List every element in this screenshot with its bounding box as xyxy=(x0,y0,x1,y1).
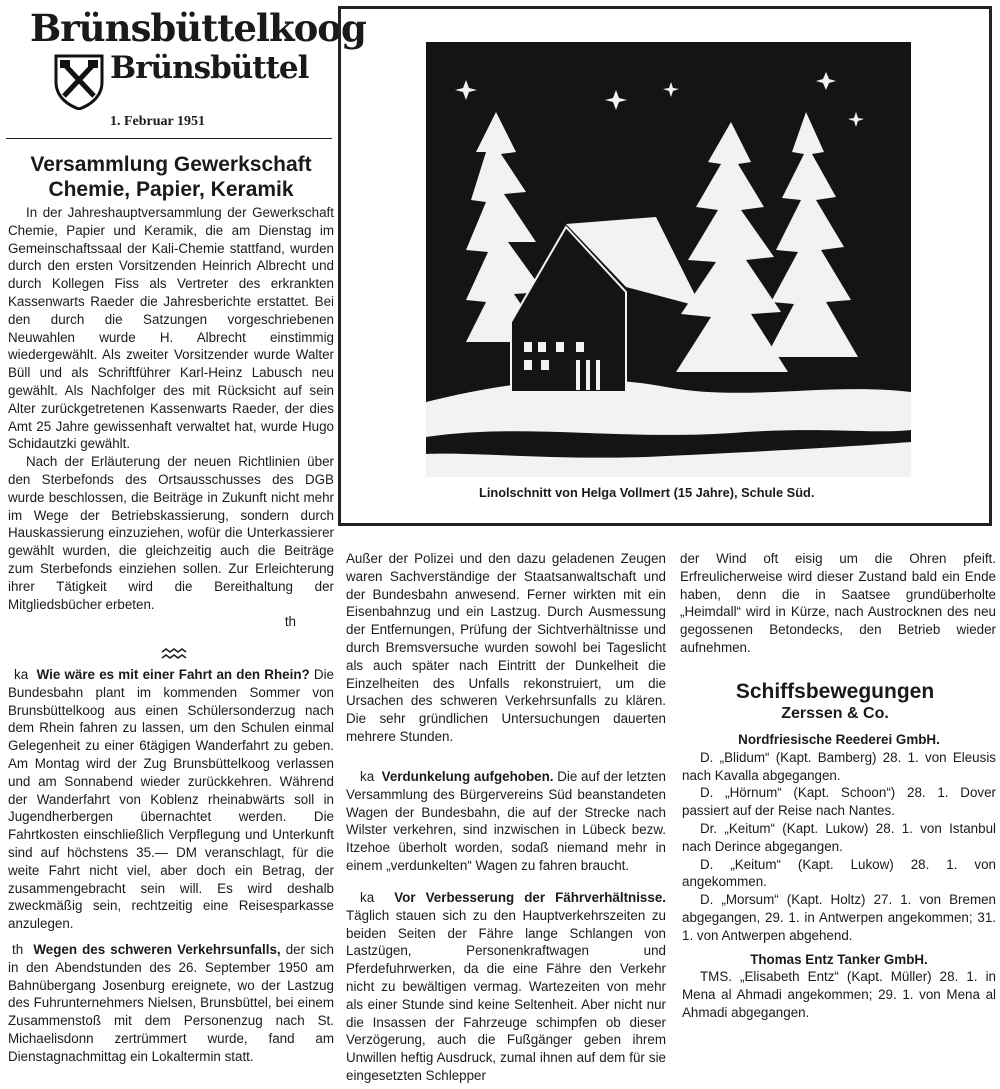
article-prefix: ka xyxy=(14,667,29,682)
paragraph: In der Jahreshauptversammlung der Gewerkschaft Chemie, Papier und Keramik, die am Dienstag im Gemeinschaftssaal der Kali-Chemie stattfand, wurden durch den ersten Vorsitzenden Heinrich Albrecht und durch Kollegen Fiss als Vertreter des erkrankten Kassenwarts Raeder die Jahresberichte erstattet. Bei den durch die Satzungen vorgeschriebenen Neuwahlen wurde H. Albrecht einstimmig wiedergewählt. Als zweiter Vorsitzender wurde Walter Büll und als Schriftführer Karl-Heinz Labusch neu gewählt. Als Nachfolger des mit Rücksicht auf sein Alter zurückgetretenen Kassenwarts Raeder, der dies Amt 25 Jahre gewissenhaft verwaltet hat, wurde Hugo Schidautzki gewählt. xyxy=(8,205,334,452)
ship-list xyxy=(682,731,996,1022)
linocut-frame xyxy=(338,6,992,526)
masthead-row xyxy=(50,50,310,110)
article-rhein: ka Wie wäre es mit einer Fahrt an den Rhein? Die Bundesbahn plant im kommenden Sommer von Brunsbüttelkoog aus einen Schülersonderzug nach dem Rhein fahren zu lassen, um den Schulen einmal Gelegenheit zu einer 6tägigen Wanderfahrt zu geben. Am Montag wird der Zug Brunsbüttelkoog verlassen und am Sonnabend wieder zurückkehren. Während der Wanderfahrt von Koblenz rheinabwärts soll in Jugendherbergen übernachtet werden. Die Fahrtkosten einschließlich Verpflegung und Unterkunft sind auf höchstens 35.— DM veranschlagt, für die weite Fahrt nicht viel, aber doch ein Betrag, der zusammengebracht sein will. Es wird deshalb zweckmäßig sein, rechtzeitig eine Reisesparkasse anzulegen. xyxy=(8,667,334,932)
article-gewerkschaft xyxy=(8,204,334,631)
issue-date: 1. Februar 1951 xyxy=(110,114,206,129)
article-faehre: ka Vor Verbesserung der Fährverhältnisse. Täglich stauen sich zu den Hauptverkehrszeiten zu beiden Seiten der Fähre lange Schlangen von Lastzügen, Personenkraftwagen und Pferdefuhrwerken, da die eine Fähre den Verkehr nicht zu bewältigen vermag. Wartezeiten von mehr als einer Stunde sind keine Seltenheit. Aber nicht nur die Insassen der Fahrzeuge schimpfen ob dieser Verzögerung, auch die Fußgänger geben ihrem Unwillen heftig Ausdruck, zumal ihnen auf dem für sie eingesetzten Schlepper xyxy=(346,890,666,1083)
article-lead: Wie wäre es mit einer Fahrt an den Rhein? xyxy=(36,667,310,682)
ship-entry: D. „Hörnum“ (Kapt. Schoon“) 28. 1. Dover passiert auf der Reise nach Nantes. xyxy=(682,785,996,819)
subheadline-zerssen: Zerssen & Co. xyxy=(781,705,889,722)
ship-entry: TMS. „Elisabeth Entz“ (Kapt. Müller) 28. 1. in Mena al Ahmadi angekommen; 29. 1. von Mena al Ahmadi abgegangen. xyxy=(682,969,996,1020)
ship-entry: D. „Morsum“ (Kapt. Holtz) 27. 1. von Bremen abgegangen, 29. 1. in Antwerpen angekommen; 31. 1. von Antwerpen abgehend. xyxy=(682,892,996,943)
article-verdunkelung: ka Verdunkelung aufgehoben. Die auf der letzten Versammlung des Bürgervereins Süd beanstandeten Wagen der Bundesbahn, die auf der Strecke nach Wilster verkehren, sind inzwischen in Lübeck bezw. Itzehoe überholt worden, sodaß niemand mehr in einem „verdunkelten“ Wagen zu fahren braucht. xyxy=(346,769,666,873)
headline-schiffsbewegungen: Schiffsbewegungen xyxy=(735,680,935,703)
article-faehre-continued: der Wind oft eisig um die Ohren pfeift. Erfreulicherweise wird dieser Zustand bald ein Ende haben, denn die in Saatsee grundüberholte „Heimdall“ wird in Kürze, nach Austrocknen des neu gegossenen Betondecks, den Betrieb wieder aufnehmen. xyxy=(680,551,996,655)
linocut-image xyxy=(426,42,911,477)
article-unfall: th Wegen des schweren Verkehrsunfalls, der sich in den Abendstunden des 26. September 1950 am Bahnübergang Josenburg ereignete, wo der Lastzug des Fuhrunternehmers Nielsen, Brunsbüttel, bei einem Zusammenstoß mit dem Personenzug nach St. Michaelisdonn zertrümmert wurde, fand am Dienstagnachmittag ein Lokaltermin statt. xyxy=(8,942,334,1064)
article-lead: Verdunkelung aufgehoben. xyxy=(381,769,554,784)
coat-of-arms-icon xyxy=(52,52,106,110)
ship-entry: Dr. „Keitum“ (Kapt. Lukow) 28. 1. von Istanbul nach Derince abgegangen. xyxy=(682,820,996,854)
masthead-subtitle: Brünsbüttel xyxy=(110,50,309,86)
divider xyxy=(6,138,332,139)
ornament-divider xyxy=(160,648,190,665)
headline-gewerkschaft: Versammlung Gewerkschaft Chemie, Papier, Keramik xyxy=(30,153,312,201)
article-prefix: ka xyxy=(360,890,375,905)
company-name: Thomas Entz Tanker GmbH. xyxy=(750,951,928,967)
article-lead: Wegen des schweren Verkehrsunfalls, xyxy=(33,942,281,957)
masthead-title: Brünsbüttelkoog xyxy=(30,6,366,50)
picture-caption: Linolschnitt von Helga Vollmert (15 Jahre), Schule Süd. xyxy=(479,485,815,500)
article-prefix: ka xyxy=(360,769,375,784)
company-name: Nordfriesische Reederei GmbH. xyxy=(738,732,940,747)
ship-entry: D. „Keitum“ (Kapt. Lukow) 28. 1. von angekommen. xyxy=(682,856,996,890)
paragraph: Nach der Erläuterung der neuen Richtlinien über den Sterbefonds des Ortsausschusses des DGB wurde beschlossen, die Beiträge in Zukunft nicht mehr im Wege der Betriebskassierung, sondern durch Hauskassierung einzuziehen, wofür die Unterkassierer gewählt wurden, die gleichzeitig auch die Beiträge zum Sterbefonds einziehen sollen. Zur Erleichterung ihrer Tätigkeit wird die Bereithaltung der Mitgliedsbücher erbeten. xyxy=(8,454,334,612)
signature: th xyxy=(284,614,296,630)
article-prefix: th xyxy=(12,942,24,957)
article-unfall-continued: Außer der Polizei und den dazu geladenen Zeugen waren Sachverständige der Staatsanwaltschaft und der Bundesbahn anwesend. Ferner wirkten mit ein Eisenbahnzug und ein Lastzug. Durch Ausmessung der Entfernungen, Prüfung der Sichtverhältnisse und durch Bremsversuche wurden sowohl bei Tageslicht als auch später nach Eintritt der Dunkelheit die Einzelheiten des Unfalls rekonstruiert, um die Ursachen des schweren Verkehrsunfalls zu klären. Die sehr gründlichen Untersuchungen dauerten mehrere Stunden. xyxy=(346,551,666,744)
ship-entry: D. „Blidum“ (Kapt. Bamberg) 28. 1. von Eleusis nach Kavalla abgegangen. xyxy=(682,749,996,783)
article-lead: Vor Verbesserung der Fährverhältnisse. xyxy=(394,890,666,905)
